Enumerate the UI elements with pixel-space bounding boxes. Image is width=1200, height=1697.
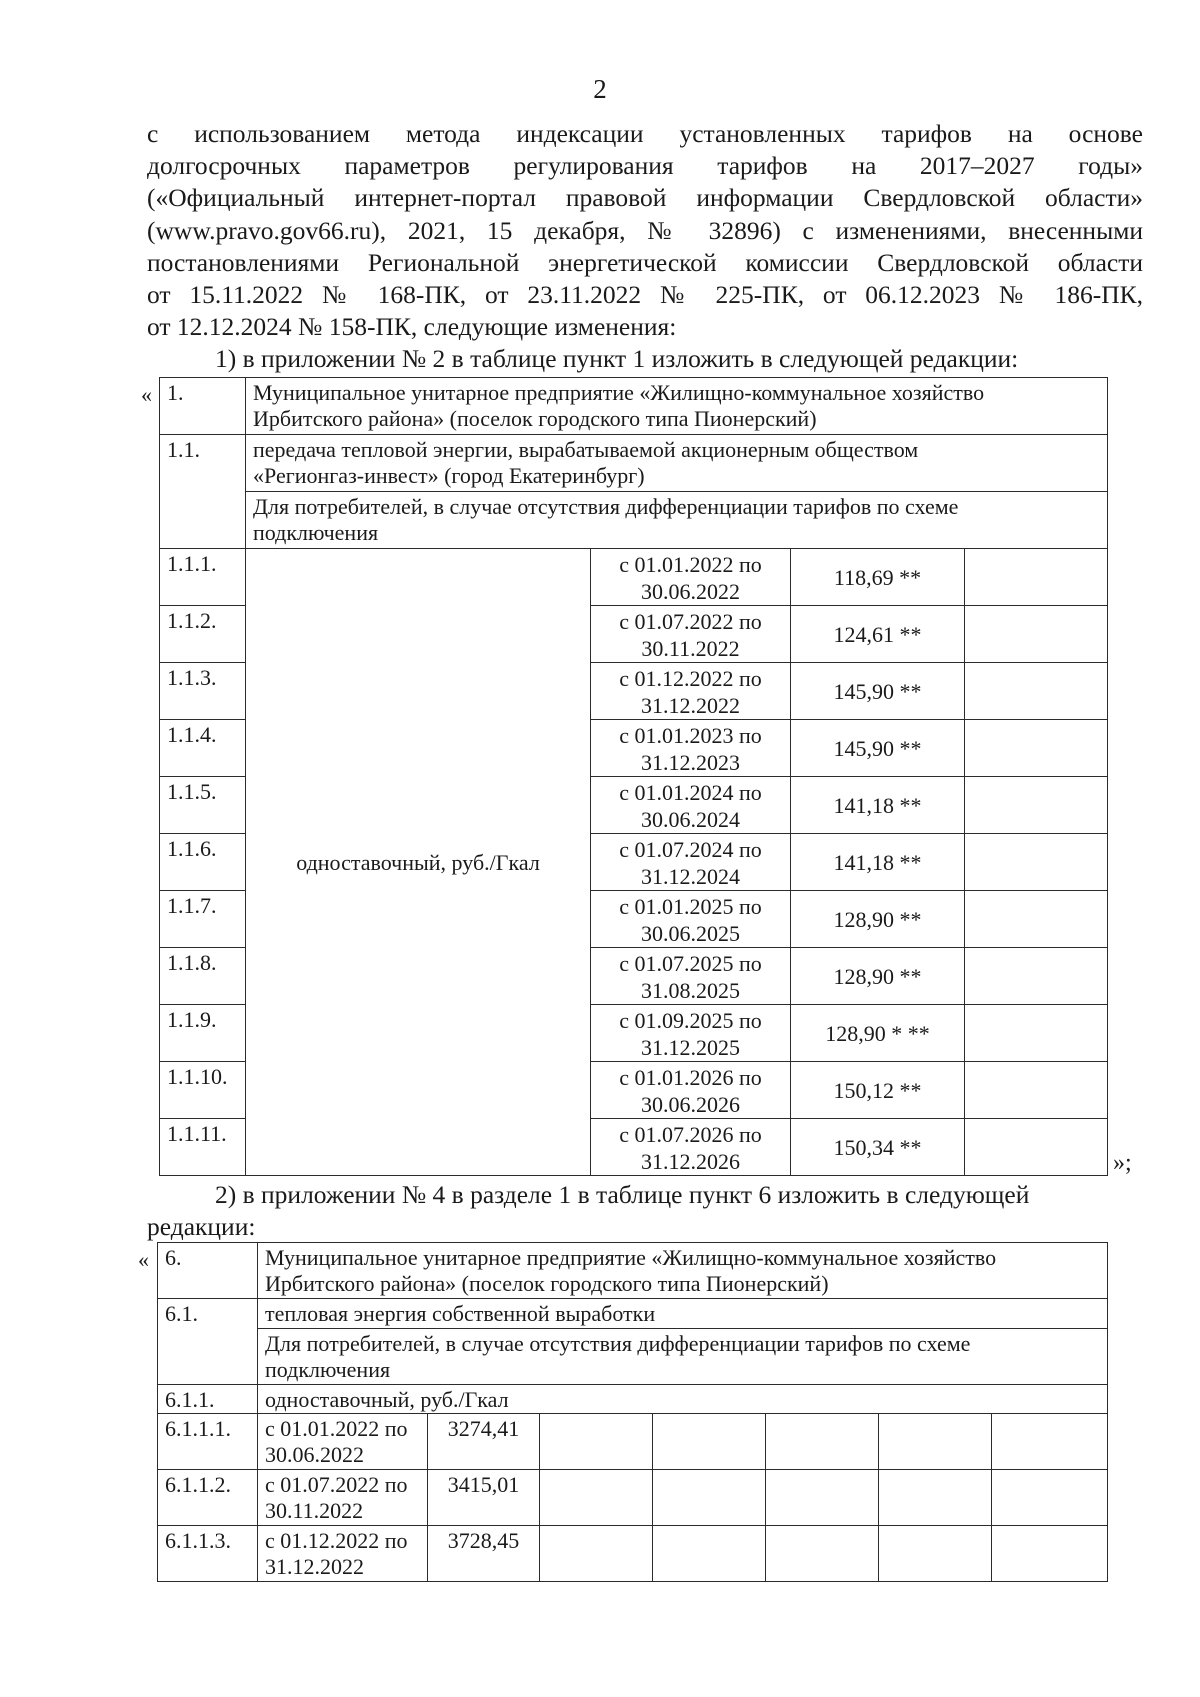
period-start: с 01.01.2022 по [265, 1416, 408, 1441]
row-number: 1.1.1. [160, 549, 246, 606]
period-cell [591, 549, 791, 606]
row-number: 6.1.1. [158, 1385, 258, 1414]
row-number: 6.1.1.2. [158, 1470, 258, 1526]
cell-line: Ирбитского района» (поселок городского типа Пионерский) [253, 406, 817, 431]
empty-cell [766, 1414, 879, 1470]
period-end: 30.06.2026 [641, 1092, 740, 1117]
intro-line: от 12.12.2024 № 158-ПК, следующие изменения: [147, 312, 677, 342]
service-cell [246, 435, 1108, 492]
period-cell [591, 1005, 791, 1062]
period-cell [591, 834, 791, 891]
period-cell [591, 720, 791, 777]
row-number: 1.1.7. [160, 891, 246, 948]
period-cell [591, 891, 791, 948]
period-cell [591, 1062, 791, 1119]
period-cell [258, 1470, 428, 1526]
tariff-value: 141,18 ** [791, 777, 965, 834]
period-end: 30.06.2022 [641, 579, 740, 604]
empty-cell [879, 1470, 992, 1526]
empty-cell [965, 891, 1108, 948]
empty-cell [965, 1062, 1108, 1119]
period-end: 30.11.2022 [641, 636, 740, 661]
item1-text: 1) в приложении № 2 в таблице пункт 1 изложить в следующей редакции: [215, 344, 1019, 373]
row-number: 1.1.9. [160, 1005, 246, 1062]
quote-close-1: »; [1113, 1150, 1132, 1176]
empty-cell [992, 1526, 1108, 1582]
period-start: с 01.07.2026 по [619, 1122, 762, 1147]
period-cell [258, 1414, 428, 1470]
tariff-table-1 [159, 377, 1108, 1176]
tariff-value: 141,18 ** [791, 834, 965, 891]
tariff-value: 3274,41 [428, 1414, 540, 1470]
table-row [158, 1414, 1108, 1470]
period-start: с 01.01.2025 по [619, 894, 762, 919]
intro-line: постановлениями Региональной энергетической комиссии Свердловской области [147, 247, 1143, 277]
quote-open-1: « [141, 382, 152, 407]
empty-cell [766, 1470, 879, 1526]
organization-cell [258, 1243, 1108, 1299]
tariff-value: 150,12 ** [791, 1062, 965, 1119]
cell-line: Муниципальное унитарное предприятие «Жилищно-коммунальное хозяйство [265, 1245, 997, 1270]
cell-line: «Регионгаз-инвест» (город Екатеринбург) [253, 463, 645, 488]
tariff-type-cell: одноставочный, руб./Гкал [246, 549, 591, 1176]
table-row [158, 1385, 1108, 1414]
empty-cell [540, 1414, 653, 1470]
row-number: 1. [160, 378, 246, 435]
row-number: 1.1.11. [160, 1119, 246, 1176]
table-row [160, 435, 1108, 492]
table-row [160, 378, 1108, 435]
empty-cell [540, 1526, 653, 1582]
period-start: с 01.12.2022 по [265, 1528, 408, 1553]
empty-cell [965, 549, 1108, 606]
item2-text-line2: редакции: [147, 1212, 256, 1241]
tariff-type-cell: одноставочный, руб./Гкал [258, 1385, 1108, 1414]
tariff-value: 124,61 ** [791, 606, 965, 663]
empty-cell [965, 834, 1108, 891]
empty-cell [965, 1119, 1108, 1176]
period-start: с 01.07.2024 по [619, 837, 762, 862]
empty-cell [965, 606, 1108, 663]
row-number: 6.1. [158, 1299, 258, 1385]
period-end: 31.12.2024 [641, 864, 740, 889]
period-start: с 01.01.2023 по [619, 723, 762, 748]
row-number: 1.1.10. [160, 1062, 246, 1119]
table-row [160, 549, 1108, 606]
table-row [160, 492, 1108, 549]
cell-line: Муниципальное унитарное предприятие «Жилищно-коммунальное хозяйство [253, 380, 985, 405]
row-number: 1.1.4. [160, 720, 246, 777]
row-number: 1.1.5. [160, 777, 246, 834]
row-number: 6.1.1.1. [158, 1414, 258, 1470]
table-row [158, 1526, 1108, 1582]
intro-line: от 15.11.2022 № 168-ПК, от 23.11.2022 № 225-ПК, от 06.12.2023 № 186-ПК, [147, 279, 1143, 309]
period-start: с 01.07.2022 по [619, 609, 762, 634]
empty-cell [965, 948, 1108, 1005]
organization-cell [246, 378, 1108, 435]
intro-paragraph [147, 118, 1143, 343]
cell-line: подключения [253, 520, 379, 545]
tariff-value: 145,90 ** [791, 663, 965, 720]
table-row [158, 1470, 1108, 1526]
period-start: с 01.07.2025 по [619, 951, 762, 976]
empty-cell [965, 777, 1108, 834]
row-number: 6.1.1.3. [158, 1526, 258, 1582]
tariff-table-2 [157, 1242, 1108, 1582]
item2-text-line1: 2) в приложении № 4 в разделе 1 в таблице пункт 6 изложить в следующей [215, 1180, 1030, 1209]
page-number: 2 [593, 74, 607, 104]
period-cell [591, 606, 791, 663]
consumers-cell [258, 1329, 1108, 1385]
period-end: 31.12.2022 [265, 1554, 364, 1579]
cell-line: передача тепловой энергии, вырабатываемой акционерным обществом [253, 437, 919, 462]
empty-cell [965, 1005, 1108, 1062]
intro-line: («Официальный интернет-портал правовой информации Свердловской области» [147, 183, 1143, 213]
consumers-cell [246, 492, 1108, 549]
empty-cell [965, 720, 1108, 777]
empty-cell [992, 1414, 1108, 1470]
tariff-value: 3415,01 [428, 1470, 540, 1526]
period-cell [591, 663, 791, 720]
table-row [158, 1329, 1108, 1385]
empty-cell [653, 1414, 766, 1470]
period-end: 31.08.2025 [641, 978, 740, 1003]
cell-line: Ирбитского района» (поселок городского типа Пионерский) [265, 1271, 829, 1296]
period-start: с 01.07.2022 по [265, 1472, 408, 1497]
row-number: 1.1.2. [160, 606, 246, 663]
period-end: 31.12.2022 [641, 693, 740, 718]
empty-cell [766, 1526, 879, 1582]
period-start: с 01.01.2022 по [619, 552, 762, 577]
intro-line: (www.pravo.gov66.ru), 2021, 15 декабря, № 32896) с изменениями, внесенными [147, 215, 1143, 245]
period-cell [591, 1119, 791, 1176]
empty-cell [653, 1470, 766, 1526]
empty-cell [879, 1414, 992, 1470]
period-end: 31.12.2023 [641, 750, 740, 775]
empty-cell [992, 1470, 1108, 1526]
tariff-value: 145,90 ** [791, 720, 965, 777]
period-start: с 01.01.2024 по [619, 780, 762, 805]
period-end: 31.12.2025 [641, 1035, 740, 1060]
period-end: 30.11.2022 [265, 1498, 364, 1523]
period-start: с 01.09.2025 по [619, 1008, 762, 1033]
period-end: 30.06.2024 [641, 807, 740, 832]
tariff-value: 118,69 ** [791, 549, 965, 606]
intro-line: с использованием метода индексации установленных тарифов на основе [147, 119, 1143, 148]
row-number: 1.1.3. [160, 663, 246, 720]
tariff-value: 3728,45 [428, 1526, 540, 1582]
empty-cell [540, 1470, 653, 1526]
period-cell [591, 777, 791, 834]
row-number: 6. [158, 1243, 258, 1299]
period-end: 30.06.2025 [641, 921, 740, 946]
period-cell [258, 1526, 428, 1582]
empty-cell [879, 1526, 992, 1582]
row-number: 1.1.8. [160, 948, 246, 1005]
service-cell: тепловая энергия собственной выработки [258, 1299, 1108, 1329]
row-number: 1.1.6. [160, 834, 246, 891]
period-start: с 01.12.2022 по [619, 666, 762, 691]
tariff-value: 128,90 * ** [791, 1005, 965, 1062]
intro-line: долгосрочных параметров регулирования тарифов на 2017–2027 годы» [147, 151, 1143, 181]
cell-line: Для потребителей, в случае отсутствия дифференциации тарифов по схеме [265, 1331, 971, 1356]
tariff-value: 128,90 ** [791, 948, 965, 1005]
quote-open-2: « [138, 1247, 149, 1272]
row-number: 1.1. [160, 435, 246, 549]
empty-cell [653, 1526, 766, 1582]
table-row [158, 1299, 1108, 1329]
cell-line: Для потребителей, в случае отсутствия дифференциации тарифов по схеме [253, 494, 959, 519]
period-cell [591, 948, 791, 1005]
table-row [158, 1243, 1108, 1299]
cell-line: подключения [265, 1357, 391, 1382]
period-start: с 01.01.2026 по [619, 1065, 762, 1090]
period-end: 30.06.2022 [265, 1442, 364, 1467]
tariff-value: 150,34 ** [791, 1119, 965, 1176]
tariff-value: 128,90 ** [791, 891, 965, 948]
period-end: 31.12.2026 [641, 1149, 740, 1174]
empty-cell [965, 663, 1108, 720]
